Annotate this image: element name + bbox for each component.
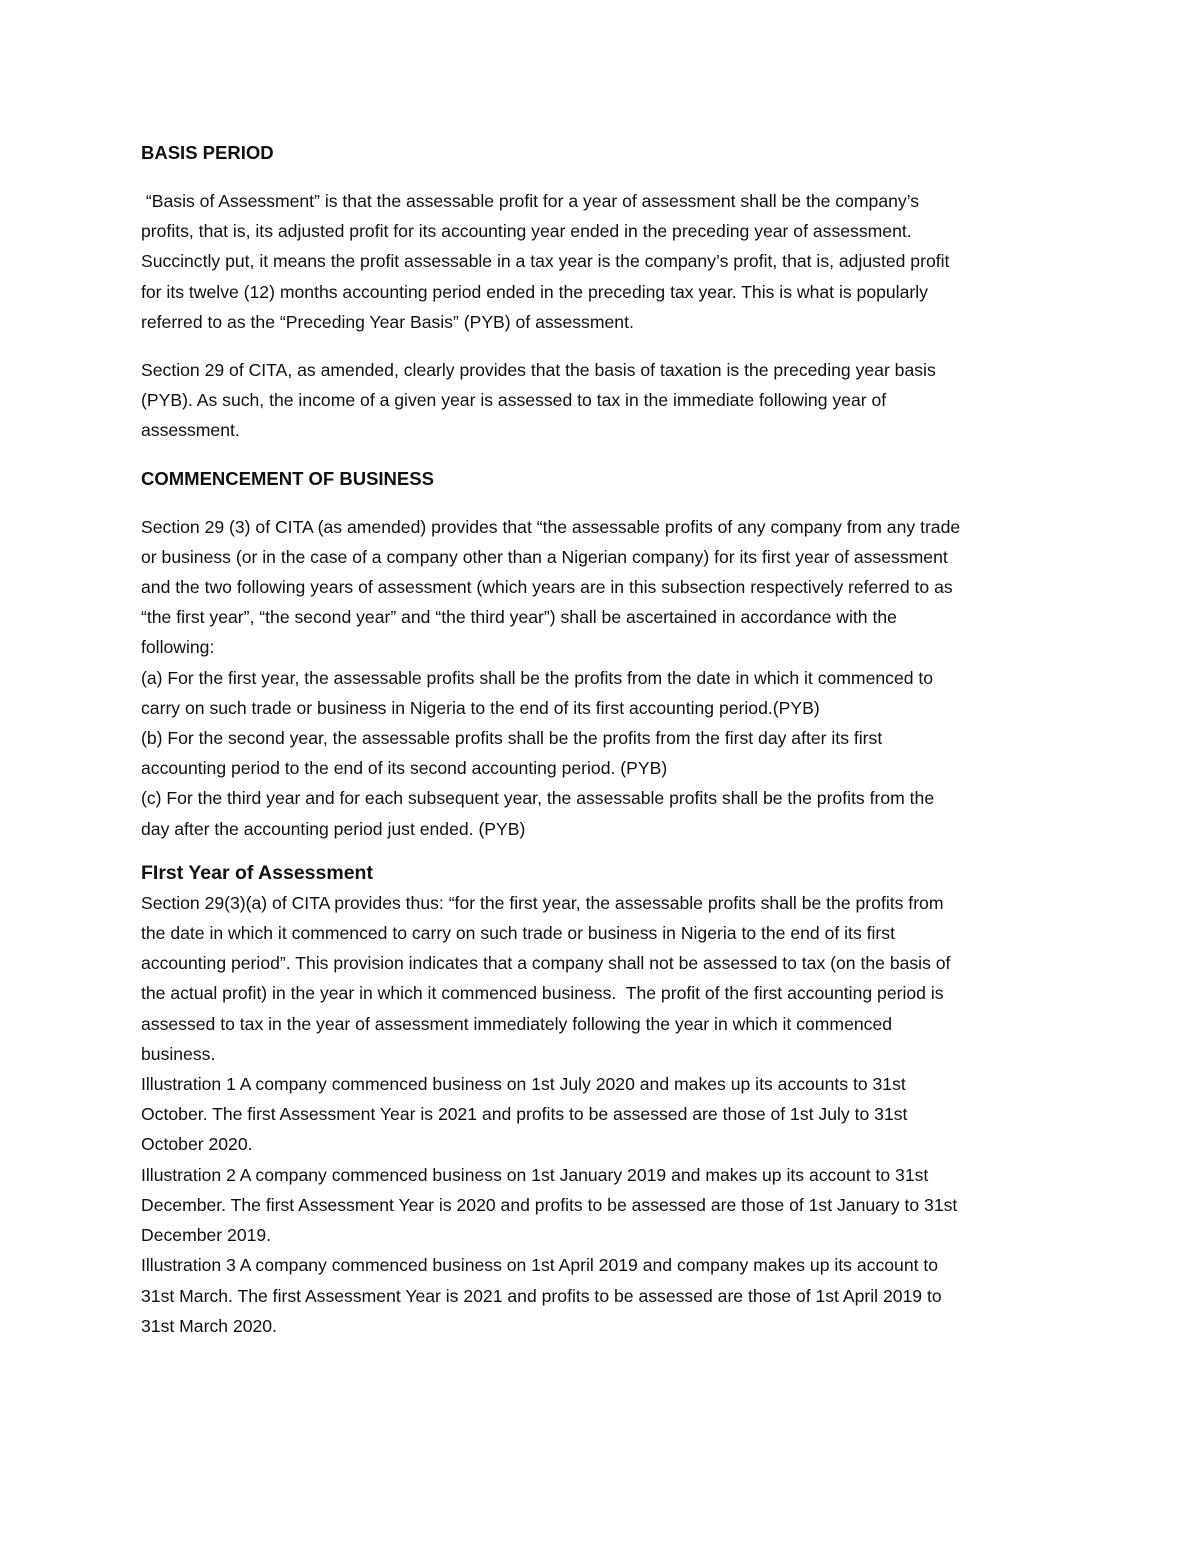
- text-line: carry on such trade or business in Nigeria to the end of its first accounting period.(PYB): [141, 697, 820, 718]
- text-line: December 2019.: [141, 1225, 272, 1246]
- text-line: accounting period to the end of its second accounting period. (PYB): [141, 758, 668, 779]
- text-line: Section 29(3)(a) of CITA provides thus: “for the first year, the assessable profits shall be the profits from: [141, 892, 944, 913]
- document-body: [141, 138, 1061, 1341]
- text-line: assessed to tax in the year of assessment immediately following the year in which it commenced: [141, 1013, 893, 1034]
- text-line: Section 29 (3) of CITA (as amended) provides that “the assessable profits of any company from any trade: [141, 516, 961, 537]
- illustration-1: Illustration 1 A company commenced business on 1st July 2020 and makes up its accounts to 31st: [141, 1074, 906, 1095]
- text-line: Section 29 of CITA, as amended, clearly provides that the basis of taxation is the preceding year basis: [141, 360, 936, 381]
- illustration-2: Illustration 2 A company commenced business on 1st January 2019 and makes up its account to 31st: [141, 1164, 929, 1185]
- text-line: business.: [141, 1043, 216, 1064]
- text-line: Succinctly put, it means the profit assessable in a tax year is the company’s profit, that is, adjusted profit: [141, 251, 950, 272]
- text-line: referred to as the “Preceding Year Basis” (PYB) of assessment.: [141, 311, 634, 332]
- text-line: for its twelve (12) months accounting period ended in the preceding tax year. This is what is popularly: [141, 281, 928, 302]
- heading-first-year-of-assessment: FIrst Year of Assessment: [141, 861, 373, 884]
- text-line: “the first year”, “the second year” and “the third year”) shall be ascertained in accordance with the: [141, 607, 897, 628]
- text-line: accounting period”. This provision indicates that a company shall not be assessed to tax (on the basis of: [141, 953, 951, 974]
- text-line: the date in which it commenced to carry on such trade or business in Nigeria to the end of its first: [141, 923, 895, 944]
- illustration-3: Illustration 3 A company commenced business on 1st April 2019 and company makes up its account to: [141, 1255, 939, 1276]
- text-line: profits, that is, its adjusted profit for its accounting year ended in the preceding year of assessment.: [141, 221, 912, 242]
- text-line: following:: [141, 637, 215, 658]
- text-line: October 2020.: [141, 1134, 253, 1155]
- text-line: the actual profit) in the year in which it commenced business. The profit of the first accounting period is: [141, 983, 944, 1004]
- text-line: or business (or in the case of a company other than a Nigerian company) for its first year of assessment: [141, 546, 948, 567]
- text-line: and the two following years of assessment (which years are in this subsection respectively referred to as: [141, 577, 953, 598]
- paragraph-basis-of-assessment: [141, 186, 1061, 337]
- text-line: 31st March 2020.: [141, 1315, 277, 1336]
- paragraph-section-29: [141, 355, 1061, 446]
- heading-commencement-of-business: COMMENCEMENT OF BUSINESS: [141, 467, 434, 489]
- list-item-a: (a) For the first year, the assessable profits shall be the profits from the date in which it commenced to: [141, 667, 934, 688]
- list-item-b: (b) For the second year, the assessable profits shall be the profits from the first day after its first: [141, 728, 883, 749]
- paragraph-section-29-3: [141, 512, 1061, 844]
- text-line: December. The first Assessment Year is 2020 and profits to be assessed are those of 1st January to 31st: [141, 1194, 958, 1215]
- text-line: assessment.: [141, 420, 240, 441]
- text-line: day after the accounting period just ended. (PYB): [141, 818, 526, 839]
- text-line: 31st March. The first Assessment Year is 2021 and profits to be assessed are those of 1st April 2019 to: [141, 1285, 942, 1306]
- text-line: October. The first Assessment Year is 2021 and profits to be assessed are those of 1st July to 31st: [141, 1104, 908, 1125]
- text-line: “Basis of Assessment” is that the assessable profit for a year of assessment shall be the company’s: [141, 191, 920, 211]
- heading-basis-period: BASIS PERIOD: [141, 142, 274, 163]
- text-line: (PYB). As such, the income of a given year is assessed to tax in the immediate following year of: [141, 390, 887, 411]
- list-item-c: (c) For the third year and for each subsequent year, the assessable profits shall be the profits from the: [141, 788, 935, 809]
- paragraph-section-29-3-a: [141, 888, 1061, 1341]
